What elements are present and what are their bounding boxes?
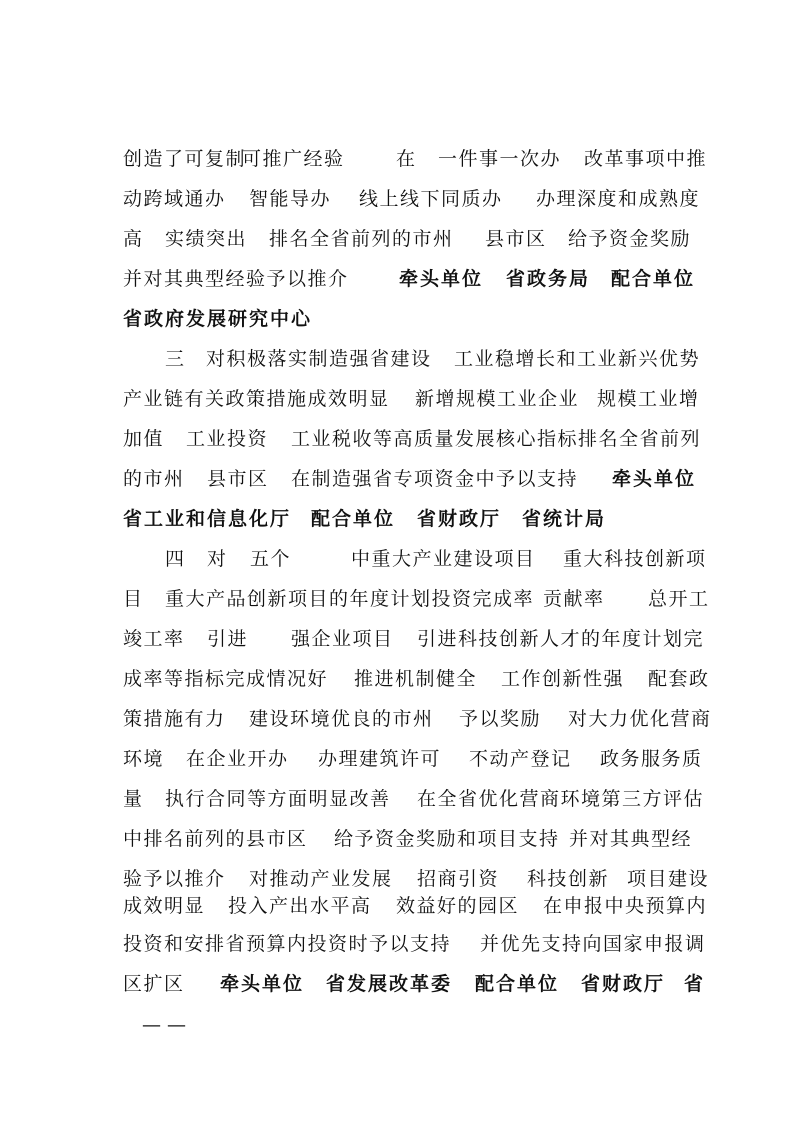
text-segment: 强企业项目 <box>291 628 394 650</box>
text-segment: 省统计局 <box>522 508 607 530</box>
text-segment: 省工业和信息化厅 <box>123 508 292 530</box>
text-segment: 新增规模工业企业 <box>415 388 580 410</box>
text-segment: 引进科技创新人才的年度计划完 <box>417 628 705 650</box>
text-segment: 并对其典型经 <box>569 828 693 850</box>
text-segment: 策措施有力 <box>123 708 226 730</box>
text-segment: 在制造强省专项资金中予以支持 <box>291 468 579 490</box>
text-line <box>0 924 793 964</box>
text-segment: 重大科技创新项 <box>563 548 707 570</box>
text-segment: 量 <box>123 788 144 810</box>
text-segment: 不动产登记 <box>469 748 572 770</box>
text-line <box>0 699 793 739</box>
text-segment: 高 <box>123 228 144 250</box>
text-segment: 创造了可复制 <box>123 148 247 170</box>
text-segment: 四 <box>165 548 186 570</box>
text-segment: 在全省优化营商环境第三方评估 <box>417 788 705 810</box>
text-segment: 投入产出水平高 <box>228 895 372 917</box>
text-segment: 总开工 <box>648 588 710 610</box>
text-segment: 一件事一次办 <box>438 148 562 170</box>
text-segment: 政务服务质 <box>600 748 703 770</box>
text-segment: 省发展改革委 <box>326 973 453 995</box>
text-segment: 投资和安排省预算内投资时予以支持 <box>123 933 452 955</box>
text-segment: 县市区 <box>207 468 269 490</box>
text-segment: 竣工率 <box>123 628 185 650</box>
text-segment: 排名全省前列的市州 <box>269 228 454 250</box>
text-segment: 线上线下同质办 <box>359 188 503 210</box>
text-line <box>0 339 793 379</box>
text-line <box>0 539 793 579</box>
text-segment: 配合单位 <box>311 508 396 530</box>
text-segment: 五个 <box>250 548 292 570</box>
text-segment: 在申报中央预算内 <box>543 895 708 917</box>
text-line <box>0 739 793 779</box>
text-segment: 效益好的园区 <box>396 895 520 917</box>
text-line <box>0 499 793 539</box>
text-segment: 并优先支持向国家申报调 <box>480 933 706 955</box>
text-segment: 招商引资 <box>417 868 500 890</box>
text-segment: 规模工业增 <box>597 388 700 410</box>
text-segment: 省财政厅 <box>581 973 666 995</box>
text-segment: 对 <box>207 548 228 570</box>
text-segment: 产业链有关政策措施成效明显 <box>123 388 390 410</box>
text-segment: 建设环境优良的市州 <box>249 708 434 730</box>
text-segment: 重大产品创新项目的年度计划投资完成率 <box>165 588 535 610</box>
text-segment: 对推动产业发展 <box>249 868 393 890</box>
text-segment: 三 <box>165 348 186 370</box>
text-line <box>0 139 793 179</box>
text-segment: 对积极落实制造强省建设 <box>206 348 432 370</box>
text-segment: 工业税收等高质量发展核心指标排名全省前列 <box>291 428 702 450</box>
text-segment: 中重大产业建设项目 <box>351 548 536 570</box>
text-segment: 目 <box>123 588 144 610</box>
text-segment: 给予资金奖励和项目支持 <box>334 828 560 850</box>
text-segment: 智能导办 <box>249 188 332 210</box>
text-line <box>0 219 793 259</box>
text-segment: 配合单位 <box>611 268 696 290</box>
text-segment: 对大力优化营商 <box>568 708 712 730</box>
text-segment: 动跨域通办 <box>123 188 226 210</box>
text-segment: 实绩突出 <box>165 228 248 250</box>
text-line <box>0 459 793 499</box>
text-segment: 省财政厅 <box>417 508 502 530</box>
text-segment: 的市州 <box>123 468 185 490</box>
text-line <box>0 964 793 1004</box>
text-segment: 给予资金奖励 <box>568 228 692 250</box>
text-line <box>0 659 793 699</box>
text-segment: 县市区 <box>485 228 547 250</box>
text-segment: 工业投资 <box>186 428 269 450</box>
text-line <box>0 819 793 859</box>
text-segment: 加值 <box>123 428 165 450</box>
text-segment: 省 <box>684 973 706 995</box>
text-line <box>0 886 793 926</box>
text-line <box>0 419 793 459</box>
text-segment: 成率等指标完成情况好 <box>123 668 329 690</box>
text-segment: 执行合同等方面明显改善 <box>165 788 391 810</box>
text-line <box>0 299 793 339</box>
text-segment: 可推广经验 <box>242 148 345 170</box>
text-segment: 并对其典型经验予以推介 <box>123 268 349 290</box>
text-segment: 牵头单位 <box>220 973 305 995</box>
text-segment: 环境 <box>123 748 165 770</box>
text-segment: 工业稳增长和工业新兴优势 <box>454 348 701 370</box>
text-segment: 工作创新性强 <box>501 668 625 690</box>
text-line <box>0 779 793 819</box>
text-line <box>0 619 793 659</box>
text-segment: 项目建设 <box>627 868 710 890</box>
text-segment: 在企业开办 <box>186 748 289 770</box>
text-segment: 中排名前列的县市区 <box>123 828 308 850</box>
text-line <box>0 179 793 219</box>
text-segment: 推进机制健全 <box>354 668 478 690</box>
text-segment: 办理建筑许可 <box>318 748 442 770</box>
text-segment: 贡献率 <box>543 588 605 610</box>
text-segment: 验予以推介 <box>123 868 226 890</box>
text-segment: 省政务局 <box>506 268 591 290</box>
text-segment: 牵头单位 <box>612 468 697 490</box>
text-segment: 办理深度和成熟度 <box>536 188 701 210</box>
text-line <box>0 579 793 619</box>
text-segment: 区扩区 <box>123 973 185 995</box>
text-segment: 改革事项中推 <box>584 148 708 170</box>
text-segment: 在 <box>396 148 417 170</box>
text-line <box>0 379 793 419</box>
text-segment: 成效明显 <box>123 895 206 917</box>
text-line <box>0 259 793 299</box>
text-segment: 引进 <box>207 628 249 650</box>
text-segment: 牵头单位 <box>399 268 484 290</box>
text-segment: 省政府发展研究中心 <box>123 308 313 330</box>
text-segment: 配合单位 <box>475 973 560 995</box>
page-number: — — <box>142 1014 187 1036</box>
text-segment: 配套政 <box>648 668 710 690</box>
text-segment: 科技创新 <box>527 868 610 890</box>
text-segment: 予以奖励 <box>459 708 542 730</box>
